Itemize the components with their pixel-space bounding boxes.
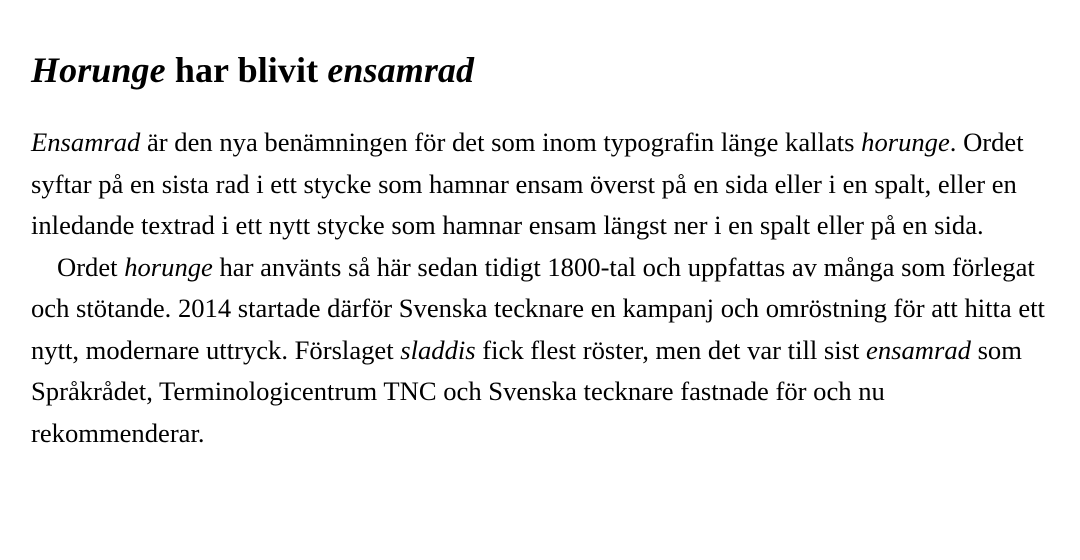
heading-middle: har blivit	[165, 50, 328, 90]
article-body	[31, 122, 1052, 454]
p2-text-b: har använts så här sedan tidigt 1800-tal och uppfattas av många som förlegat och stötande. 2014 startade därför Svenska tecknare en kampanj och omröstning för att hitta ett nytt, modernare uttryck. Förslaget	[31, 251, 1045, 365]
p2-text-d: som Språkrådet, Terminologicentrum TNC och Svenska tecknare fastnade för och nu rekommenderar.	[31, 334, 1022, 448]
p1-term-horunge: horunge	[861, 127, 950, 157]
article-heading	[31, 46, 1052, 94]
p1-text-b: . Ordet syftar på en sista rad i ett stycke som hamnar ensam överst på en sida eller i en spalt, eller en inledande textrad i ett nytt stycke som hamnar ensam längst ner i en spalt eller på en sida.	[31, 127, 1024, 240]
heading-term-new: ensamrad	[327, 50, 475, 90]
p2-term-ensamrad: ensamrad	[866, 334, 971, 365]
p2-text-a: Ordet	[57, 251, 125, 282]
paragraph-1	[31, 122, 1052, 247]
heading-term-old: Horunge	[31, 50, 166, 90]
p1-term-ensamrad: Ensamrad	[31, 127, 141, 157]
p2-term-sladdis: sladdis	[400, 334, 476, 365]
paragraph-2	[31, 247, 1052, 455]
p1-text-a: är den nya benämningen för det som inom typografin länge kallats	[140, 127, 862, 157]
p2-term-horunge: horunge	[124, 251, 213, 282]
p2-text-c: fick flest röster, men det var till sist	[475, 334, 867, 365]
